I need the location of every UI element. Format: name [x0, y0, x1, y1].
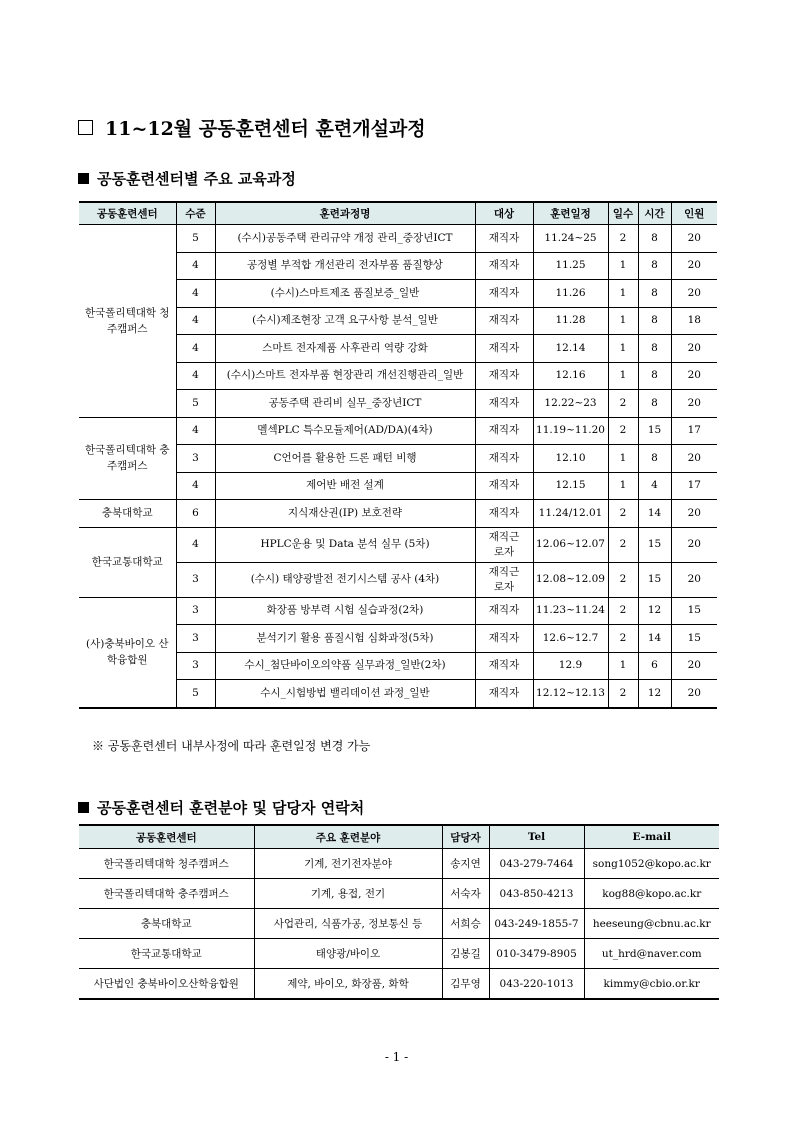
hours-cell: 8 [638, 390, 671, 418]
level-cell: 4 [176, 527, 215, 562]
table-row [79, 417, 717, 445]
hours-cell: 12 [638, 680, 671, 708]
course-name-cell: (수시)공동주택 관리규약 개정 관리_중장년ICT [215, 225, 475, 253]
days-cell: 1 [608, 445, 638, 473]
level-cell: 4 [176, 280, 215, 308]
table-row [79, 849, 719, 879]
center-name-cell: 사단법인 충북바이오산학융합원 [79, 969, 254, 1000]
header-hours: 시간 [638, 202, 671, 225]
hours-cell: 15 [638, 417, 671, 445]
table-row [79, 225, 717, 253]
page-number: - 1 - [384, 1050, 409, 1064]
people-cell: 15 [671, 597, 717, 625]
people-cell: 20 [671, 652, 717, 680]
level-cell: 6 [176, 500, 215, 528]
field-cell: 사업관리, 식품가공, 정보통신 등 [254, 909, 442, 939]
people-cell: 20 [671, 252, 717, 280]
tel-cell: 043-279-7464 [489, 849, 584, 879]
people-cell: 18 [671, 307, 717, 335]
hours-cell: 8 [638, 362, 671, 390]
course-name-cell: (수시)스마트 전자부품 현장관리 개선진행관리_일반 [215, 362, 475, 390]
schedule-cell: 11.19~11.20 [533, 417, 608, 445]
level-cell: 3 [176, 625, 215, 653]
schedule-cell: 11.26 [533, 280, 608, 308]
target-cell: 재직근로자 [475, 562, 533, 597]
course-name-cell: (수시)스마트제조 품질보증_일반 [215, 280, 475, 308]
course-name-cell: HPLC운용 및 Data 분석 실무 (5차) [215, 527, 475, 562]
level-cell: 5 [176, 225, 215, 253]
target-cell: 재직자 [475, 625, 533, 653]
section1-heading [78, 168, 296, 189]
level-cell: 4 [176, 472, 215, 500]
days-cell: 1 [608, 280, 638, 308]
center-name-cell: 한국폴리텍대학 충주캠퍼스 [79, 879, 254, 909]
black-square-icon [78, 173, 89, 184]
header-manager: 담당자 [442, 825, 489, 849]
manager-cell: 김봉길 [442, 939, 489, 969]
course-name-cell: C언어를 활용한 드론 패턴 비행 [215, 445, 475, 473]
hours-cell: 14 [638, 625, 671, 653]
people-cell: 15 [671, 625, 717, 653]
target-cell: 재직자 [475, 597, 533, 625]
days-cell: 1 [608, 472, 638, 500]
level-cell: 3 [176, 562, 215, 597]
header-level: 수준 [176, 202, 215, 225]
tel-cell: 010-3479-8905 [489, 939, 584, 969]
level-cell: 4 [176, 417, 215, 445]
days-cell: 2 [608, 680, 638, 708]
course-name-cell: 수시_첨단바이오의약품 실무과정_일반(2차) [215, 652, 475, 680]
schedule-cell: 11.24~25 [533, 225, 608, 253]
people-cell: 20 [671, 390, 717, 418]
level-cell: 3 [176, 652, 215, 680]
level-cell: 3 [176, 597, 215, 625]
target-cell: 재직자 [475, 307, 533, 335]
course-name-cell: 화장품 방부력 시험 실습과정(2차) [215, 597, 475, 625]
schedule-cell: 12.06~12.07 [533, 527, 608, 562]
target-cell: 재직자 [475, 417, 533, 445]
checkbox-square-icon [78, 120, 93, 135]
manager-cell: 서희승 [442, 909, 489, 939]
table-row [79, 969, 719, 1000]
schedule-cell: 11.23~11.24 [533, 597, 608, 625]
schedule-cell: 12.08~12.09 [533, 562, 608, 597]
schedule-cell: 12.16 [533, 362, 608, 390]
header-target: 대상 [475, 202, 533, 225]
level-cell: 4 [176, 362, 215, 390]
hours-cell: 8 [638, 280, 671, 308]
people-cell: 20 [671, 562, 717, 597]
hours-cell: 4 [638, 472, 671, 500]
header-email: E-mail [584, 825, 719, 849]
hours-cell: 15 [638, 562, 671, 597]
course-name-cell: 공동주택 관리비 실무_중장년ICT [215, 390, 475, 418]
course-table [79, 201, 717, 709]
table-row [79, 597, 717, 625]
people-cell: 20 [671, 500, 717, 528]
target-cell: 재직근로자 [475, 527, 533, 562]
people-cell: 20 [671, 280, 717, 308]
section2-heading-text: 공동훈련센터 훈련분야 및 담당자 연락처 [97, 799, 365, 817]
hours-cell: 8 [638, 307, 671, 335]
hours-cell: 15 [638, 527, 671, 562]
email-cell: heeseung@cbnu.ac.kr [584, 909, 719, 939]
header-course: 훈련과정명 [215, 202, 475, 225]
center-name-cell: 한국폴리텍대학 충주캠퍼스 [79, 417, 176, 500]
days-cell: 2 [608, 562, 638, 597]
header-tel: Tel [489, 825, 584, 849]
course-name-cell: 스마트 전자제품 사후관리 역량 강화 [215, 335, 475, 363]
hours-cell: 8 [638, 252, 671, 280]
schedule-cell: 11.25 [533, 252, 608, 280]
days-cell: 2 [608, 417, 638, 445]
email-cell: song1052@kopo.ac.kr [584, 849, 719, 879]
manager-cell: 서숙자 [442, 879, 489, 909]
schedule-cell: 12.10 [533, 445, 608, 473]
course-name-cell: 제어반 배전 설계 [215, 472, 475, 500]
people-cell: 20 [671, 680, 717, 708]
days-cell: 1 [608, 252, 638, 280]
schedule-cell: 11.24/12.01 [533, 500, 608, 528]
days-cell: 1 [608, 362, 638, 390]
manager-cell: 송지연 [442, 849, 489, 879]
table-row [79, 939, 719, 969]
email-cell: ut_hrd@naver.com [584, 939, 719, 969]
level-cell: 5 [176, 390, 215, 418]
days-cell: 2 [608, 625, 638, 653]
target-cell: 재직자 [475, 652, 533, 680]
schedule-cell: 12.15 [533, 472, 608, 500]
contact-table [79, 824, 719, 1000]
schedule-cell: 12.6~12.7 [533, 625, 608, 653]
people-cell: 20 [671, 335, 717, 363]
section2-heading [78, 797, 364, 818]
black-square-icon [78, 802, 89, 813]
center-name-cell: 충북대학교 [79, 909, 254, 939]
target-cell: 재직자 [475, 445, 533, 473]
course-name-cell: 공정별 부적합 개선관리 전자부품 품질향상 [215, 252, 475, 280]
people-cell: 20 [671, 362, 717, 390]
center-name-cell: (사)충북바이오 산학융합원 [79, 597, 176, 708]
level-cell: 3 [176, 445, 215, 473]
course-name-cell: 지식재산권(IP) 보호전략 [215, 500, 475, 528]
tel-cell: 043-220-1013 [489, 969, 584, 1000]
header-schedule: 훈련일정 [533, 202, 608, 225]
target-cell: 재직자 [475, 280, 533, 308]
course-name-cell: (수시) 태양광발전 전기시스템 공사 (4차) [215, 562, 475, 597]
page-title [78, 114, 426, 141]
schedule-cell: 12.14 [533, 335, 608, 363]
level-cell: 5 [176, 680, 215, 708]
table-row [79, 909, 719, 939]
hours-cell: 6 [638, 652, 671, 680]
tel-cell: 043-850-4213 [489, 879, 584, 909]
header-days: 일수 [608, 202, 638, 225]
course-name-cell: 멜섹PLC 특수모듈제어(AD/DA)(4차) [215, 417, 475, 445]
schedule-cell: 12.12~12.13 [533, 680, 608, 708]
target-cell: 재직자 [475, 225, 533, 253]
header-center: 공동훈련센터 [79, 202, 176, 225]
field-cell: 기계, 용접, 전기 [254, 879, 442, 909]
days-cell: 1 [608, 652, 638, 680]
hours-cell: 14 [638, 500, 671, 528]
days-cell: 1 [608, 307, 638, 335]
header-people: 인원 [671, 202, 717, 225]
hours-cell: 8 [638, 445, 671, 473]
target-cell: 재직자 [475, 252, 533, 280]
section1-heading-text: 공동훈련센터별 주요 교육과정 [97, 170, 296, 188]
schedule-cell: 12.9 [533, 652, 608, 680]
days-cell: 2 [608, 225, 638, 253]
people-cell: 17 [671, 472, 717, 500]
days-cell: 2 [608, 527, 638, 562]
table-row [79, 500, 717, 528]
people-cell: 17 [671, 417, 717, 445]
tel-cell: 043-249-1855-7 [489, 909, 584, 939]
target-cell: 재직자 [475, 680, 533, 708]
center-name-cell: 한국교통대학교 [79, 939, 254, 969]
page-title-text: 11~12월 공동훈련센터 훈련개설과정 [105, 118, 426, 140]
email-cell: kog88@kopo.ac.kr [584, 879, 719, 909]
manager-cell: 김무영 [442, 969, 489, 1000]
schedule-cell: 12.22~23 [533, 390, 608, 418]
people-cell: 20 [671, 527, 717, 562]
level-cell: 4 [176, 307, 215, 335]
header-field: 주요 훈련분야 [254, 825, 442, 849]
days-cell: 2 [608, 597, 638, 625]
days-cell: 2 [608, 390, 638, 418]
target-cell: 재직자 [475, 362, 533, 390]
course-name-cell: 수시_시험방법 밸리데이션 과정_일반 [215, 680, 475, 708]
people-cell: 20 [671, 225, 717, 253]
days-cell: 2 [608, 500, 638, 528]
schedule-cell: 11.28 [533, 307, 608, 335]
center-name-cell: 한국폴리텍대학 청주캠퍼스 [79, 225, 176, 418]
course-table-header [79, 202, 717, 225]
table-row [79, 527, 717, 562]
people-cell: 20 [671, 445, 717, 473]
hours-cell: 8 [638, 335, 671, 363]
contact-table-header [79, 825, 719, 849]
target-cell: 재직자 [475, 472, 533, 500]
field-cell: 기계, 전기전자분야 [254, 849, 442, 879]
course-name-cell: 분석기기 활용 품질시험 심화과정(5차) [215, 625, 475, 653]
level-cell: 4 [176, 252, 215, 280]
table-row [79, 879, 719, 909]
days-cell: 1 [608, 335, 638, 363]
schedule-note: ※ 공동훈련센터 내부사정에 따라 훈련일정 변경 가능 [92, 739, 371, 753]
center-name-cell: 한국교통대학교 [79, 527, 176, 597]
target-cell: 재직자 [475, 390, 533, 418]
center-name-cell: 한국폴리텍대학 청주캠퍼스 [79, 849, 254, 879]
level-cell: 4 [176, 335, 215, 363]
target-cell: 재직자 [475, 500, 533, 528]
field-cell: 제약, 바이오, 화장품, 화학 [254, 969, 442, 1000]
target-cell: 재직자 [475, 335, 533, 363]
hours-cell: 8 [638, 225, 671, 253]
center-name-cell: 충북대학교 [79, 500, 176, 528]
header-center: 공동훈련센터 [79, 825, 254, 849]
course-name-cell: (수시)제조현장 고객 요구사항 분석_일반 [215, 307, 475, 335]
field-cell: 태양광/바이오 [254, 939, 442, 969]
email-cell: kimmy@cbio.or.kr [584, 969, 719, 1000]
hours-cell: 12 [638, 597, 671, 625]
